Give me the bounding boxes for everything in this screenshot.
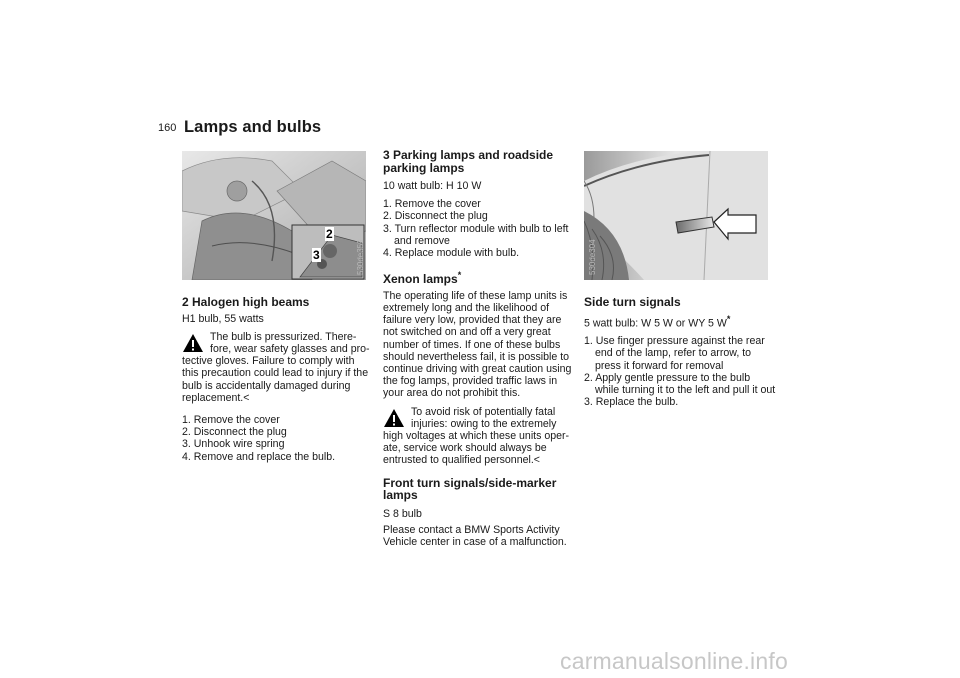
xenon-heading: Xenon lamps* xyxy=(383,270,462,287)
optional-star: * xyxy=(726,313,731,324)
halogen-step: 1. Remove the cover xyxy=(182,413,280,426)
parking-heading: 3 Parking lamps and roadside parking lamps xyxy=(383,148,554,175)
side-turn-step: 1. Use finger pressure against the rear end of the lamp, refer to arrow, to press it forward for removal xyxy=(584,335,765,372)
front-turn-heading: Front turn signals/side-marker lamps xyxy=(383,475,557,503)
xenon-warning: To avoid risk of potentially fatal injuries: owing to the extremely high voltages at which these units oper- ate, service work should always be entrusted to qualified personnel.< xyxy=(383,405,570,467)
end-marker: < xyxy=(533,454,540,467)
warning-icon xyxy=(182,333,204,353)
callout-3: 3 xyxy=(313,248,320,262)
parking-step: 3. Turn reflector module with bulb to left and remove xyxy=(383,222,569,247)
halogen-step: 3. Unhook wire spring xyxy=(182,438,285,451)
photo-code: 530de304 xyxy=(588,239,597,275)
end-marker: < xyxy=(243,391,250,404)
halogen-warning: The bulb is pressurized. There- fore, wear safety glasses and pro- tective gloves. Failure to comply with this precaution could lead to injury if the bulb is accidentally damaged during replacement.< xyxy=(182,330,370,404)
engine-bay-photo xyxy=(182,151,366,280)
optional-star: * xyxy=(457,270,462,281)
halogen-bulb-spec: H1 bulb, 55 watts xyxy=(182,312,264,325)
side-turn-step: 2. Apply gentle pressure to the bulb while turning it to the left and pull it out xyxy=(584,371,776,397)
parking-bulb-spec: 10 watt bulb: H 10 W xyxy=(383,180,482,192)
parking-step: 4. Replace module with bulb. xyxy=(383,247,520,260)
warning-icon xyxy=(383,408,405,428)
parking-step: 1. Remove the cover xyxy=(383,198,481,211)
watermark: carmanualsonline.info xyxy=(560,648,788,674)
column-1 xyxy=(182,296,374,463)
column-2 xyxy=(383,149,577,548)
column-3 xyxy=(584,296,776,408)
page-title: Lamps and bulbs xyxy=(184,118,322,136)
side-turn-step: 3. Replace the bulb. xyxy=(584,396,679,409)
photo-code: 530de359 xyxy=(356,239,365,275)
side-signal-illustration xyxy=(584,151,768,280)
side-turn-heading: Side turn signals xyxy=(584,295,681,309)
contact-text: Please contact a BMW Sports Activity Vehicle center in case of a malfunction. xyxy=(383,523,567,548)
xenon-text: The operating life of these lamp units is extremely long and the likelihood of failure very low, provided that they are not switched on and off a very great number of times. If one of these bulbs should nevertheless fail, it is possible to continue driving with great caution using the fog lamps, provided traffic laws in your area do not prohibit this. xyxy=(383,289,572,400)
halogen-step: 2. Disconnect the plug xyxy=(182,426,287,439)
page-number: 160 xyxy=(158,122,177,134)
side-turn-bulb-spec: 5 watt bulb: W 5 W or WY 5 W* xyxy=(584,313,731,330)
halogen-heading: 2 Halogen high beams xyxy=(182,295,310,309)
front-turn-bulb-spec: S 8 bulb xyxy=(383,507,422,520)
callout-2: 2 xyxy=(326,227,333,241)
halogen-step: 4. Remove and replace the bulb. xyxy=(182,450,336,463)
side-signal-photo xyxy=(584,151,768,280)
engine-bay-illustration xyxy=(182,151,366,280)
parking-step: 2. Disconnect the plug xyxy=(383,210,488,223)
